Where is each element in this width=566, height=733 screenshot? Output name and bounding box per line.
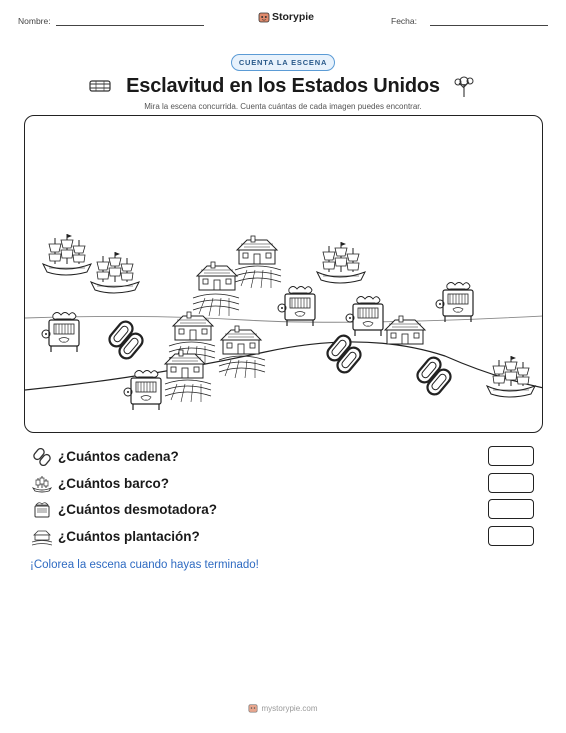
worksheet-header	[18, 10, 548, 30]
date-label: Fecha:	[391, 16, 417, 26]
cotton-gin[interactable]	[42, 313, 79, 353]
ship[interactable]	[91, 252, 139, 293]
answer-box[interactable]	[488, 446, 534, 466]
answer-box[interactable]	[488, 499, 534, 519]
brand-logo	[258, 11, 314, 23]
question-list	[30, 446, 536, 552]
cotton-gin[interactable]	[346, 297, 383, 337]
footer-url[interactable]: mystorypie.com	[261, 703, 318, 713]
answer-box[interactable]	[488, 473, 534, 493]
storypie-logo-icon	[258, 11, 270, 23]
page-title: Esclavitud en los Estados Unidos	[126, 75, 440, 97]
plantation[interactable]	[235, 236, 281, 288]
chain[interactable]	[415, 355, 454, 397]
plantation[interactable]	[193, 262, 239, 316]
ship-icon	[32, 475, 52, 493]
brand-name: Storypie	[272, 11, 315, 23]
question-row	[30, 526, 536, 553]
color-instruction: ¡Colorea la escena cuando hayas terminado!	[30, 559, 259, 571]
title-row	[0, 73, 566, 101]
question-row	[30, 473, 536, 500]
question-text: ¿Cuántos desmotadora?	[58, 502, 218, 517]
page-footer	[0, 703, 566, 713]
plantation[interactable]	[219, 326, 265, 378]
instructions: Mira la escena concurrida. Cuenta cuántas de cada imagen puedes encontrar.	[144, 102, 422, 111]
activity-badge: CUENTA LA ESCENA	[231, 54, 335, 71]
cotton-gin[interactable]	[436, 283, 473, 323]
chain[interactable]	[107, 319, 146, 361]
question-text: ¿Cuántos cadena?	[58, 449, 179, 464]
plantation[interactable]	[385, 316, 425, 344]
name-label: Nombre:	[18, 16, 51, 26]
chain-icon	[32, 448, 52, 466]
cotton-plant-icon	[453, 74, 475, 98]
cotton-gin-icon	[32, 501, 52, 519]
question-text: ¿Cuántos barco?	[58, 475, 170, 491]
ship[interactable]	[487, 356, 535, 397]
ship[interactable]	[317, 242, 365, 283]
busy-scene[interactable]	[24, 115, 543, 433]
date-line[interactable]	[430, 25, 548, 26]
answer-box[interactable]	[488, 526, 534, 546]
plantation-icon	[32, 528, 52, 546]
scene-illustration	[25, 116, 543, 433]
ship[interactable]	[43, 234, 91, 275]
name-line[interactable]	[56, 25, 204, 26]
question-text: ¿Cuántos plantación?	[58, 528, 200, 544]
storypie-footer-icon	[248, 703, 258, 713]
chain[interactable]	[325, 333, 364, 375]
plantation[interactable]	[165, 350, 211, 402]
question-row	[30, 499, 536, 526]
question-row	[30, 446, 536, 473]
cotton-gin[interactable]	[278, 287, 315, 327]
